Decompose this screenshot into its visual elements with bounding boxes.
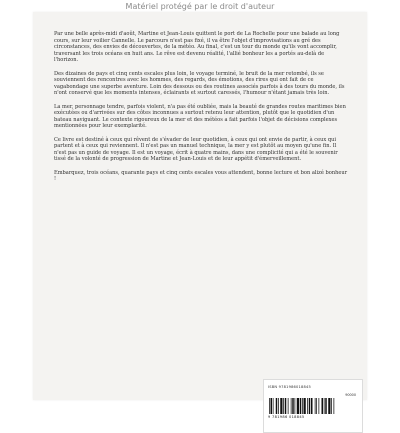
barcode-bar (311, 398, 313, 414)
barcode-bar (316, 398, 317, 414)
isbn-label: ISBN 9781986018845 (268, 385, 311, 389)
barcode-bar (331, 398, 332, 414)
barcode-bar (319, 398, 320, 414)
barcode-bar (324, 398, 325, 414)
barcode-bar (325, 398, 327, 414)
barcode-bar (283, 398, 284, 414)
blurb-paragraph-4: Ce livre est destiné à ceux qui rêvent de s'évader de leur quotidien, à ceux qui ont envie de partir, à ceux qui partent et à ceux qui reviennent. Il n'est pas un manuel technique, la mer y est plutôt au moyen qu'une fin. Il n'est pas un guide de voyage. Il est un voyage, écrit à quatre mains, dans une complicité qui a été le souvenir tissé de la volonté de progression de Martine et Jean-Louis et de leur appétit d'émerveillement. (54, 136, 338, 162)
barcode-bar (315, 398, 316, 414)
book-back-cover (33, 12, 367, 419)
barcode-bar (307, 398, 308, 414)
price-code: 90000 (345, 393, 356, 397)
blurb-paragraph-2: Des dizaines de pays et cinq cents escales plus loin, le voyage terminé, le bruit de la mer retombé, ils se souviennent des rencontres avec les hommes, des regards, des émotions, des rires qui ont fait de ce vagabondage une superbe aventure. Loin des dessous ou des routines associés parfois à des tours du monde, ils n'ont conservé que les moments intenses, éclairants et surtout caressés, l'humour n'étant jamais très loin. (54, 70, 345, 96)
barcode-bar (269, 398, 270, 414)
barcode-bar (292, 398, 294, 414)
blurb-paragraph-1: Par une belle après-midi d'août, Martine et Jean-Louis quittent le port de La Rochelle pour une balade au long cours, sur leur voilier Cannelle. Le parcours n'est pas fixé, il va être l'objet d'improvisations au gré des circonstances, des envies de découvertes, de la météo. Au final, c'est un tour du monde qu'ils vont accomplir, traversant les trois océans en huit ans. Le rêve est devenu réalité, l'allié bonheur les a portés au-delà de l'horizon. (54, 31, 340, 63)
blurb-text (54, 31, 348, 183)
barcode-bar (300, 398, 302, 414)
barcode-bar (295, 398, 296, 414)
barcode-bar (322, 398, 324, 414)
barcode-bar (304, 398, 306, 414)
barcode-bars (268, 398, 360, 414)
barcode-bar (334, 398, 335, 414)
copyright-notice: Matériel protégé par le droit d'auteur (125, 2, 275, 11)
barcode-number: 9 781986 018845 (268, 415, 305, 419)
barcode-bar (297, 398, 299, 414)
barcode-bar (291, 398, 292, 414)
barcode-bar (278, 398, 279, 414)
barcode-bar (280, 398, 282, 414)
barcode-bar (276, 398, 278, 414)
barcode-bar (271, 398, 273, 414)
isbn-barcode-box (263, 379, 363, 433)
barcode-bar (302, 398, 303, 414)
barcode-bar (285, 398, 287, 414)
barcode-bar (273, 398, 274, 414)
barcode-bar (309, 398, 311, 414)
blurb-paragraph-3: La mer, personnage tendre, parfois violent, n'a pas été oubliée, mais la beauté de grandes routes maritimes bien exécutées ou d'arrivées sur des côtes inconnues a surtout retenu leur attention, plutôt que le quotidien d'un bateau naviguant. Le contexte rigoureux de la mer et des météos a fait parfois l'objet de décisions complexes mentionnées pour leur exemplarité. (54, 103, 346, 129)
barcode-bar (288, 398, 289, 414)
barcode-bar (328, 398, 330, 414)
blurb-paragraph-5: Embarquez, trois océans, quarante pays et cinq cents escales vous attendent, bonne lecture et bon alizé bonheur ! (54, 169, 348, 182)
